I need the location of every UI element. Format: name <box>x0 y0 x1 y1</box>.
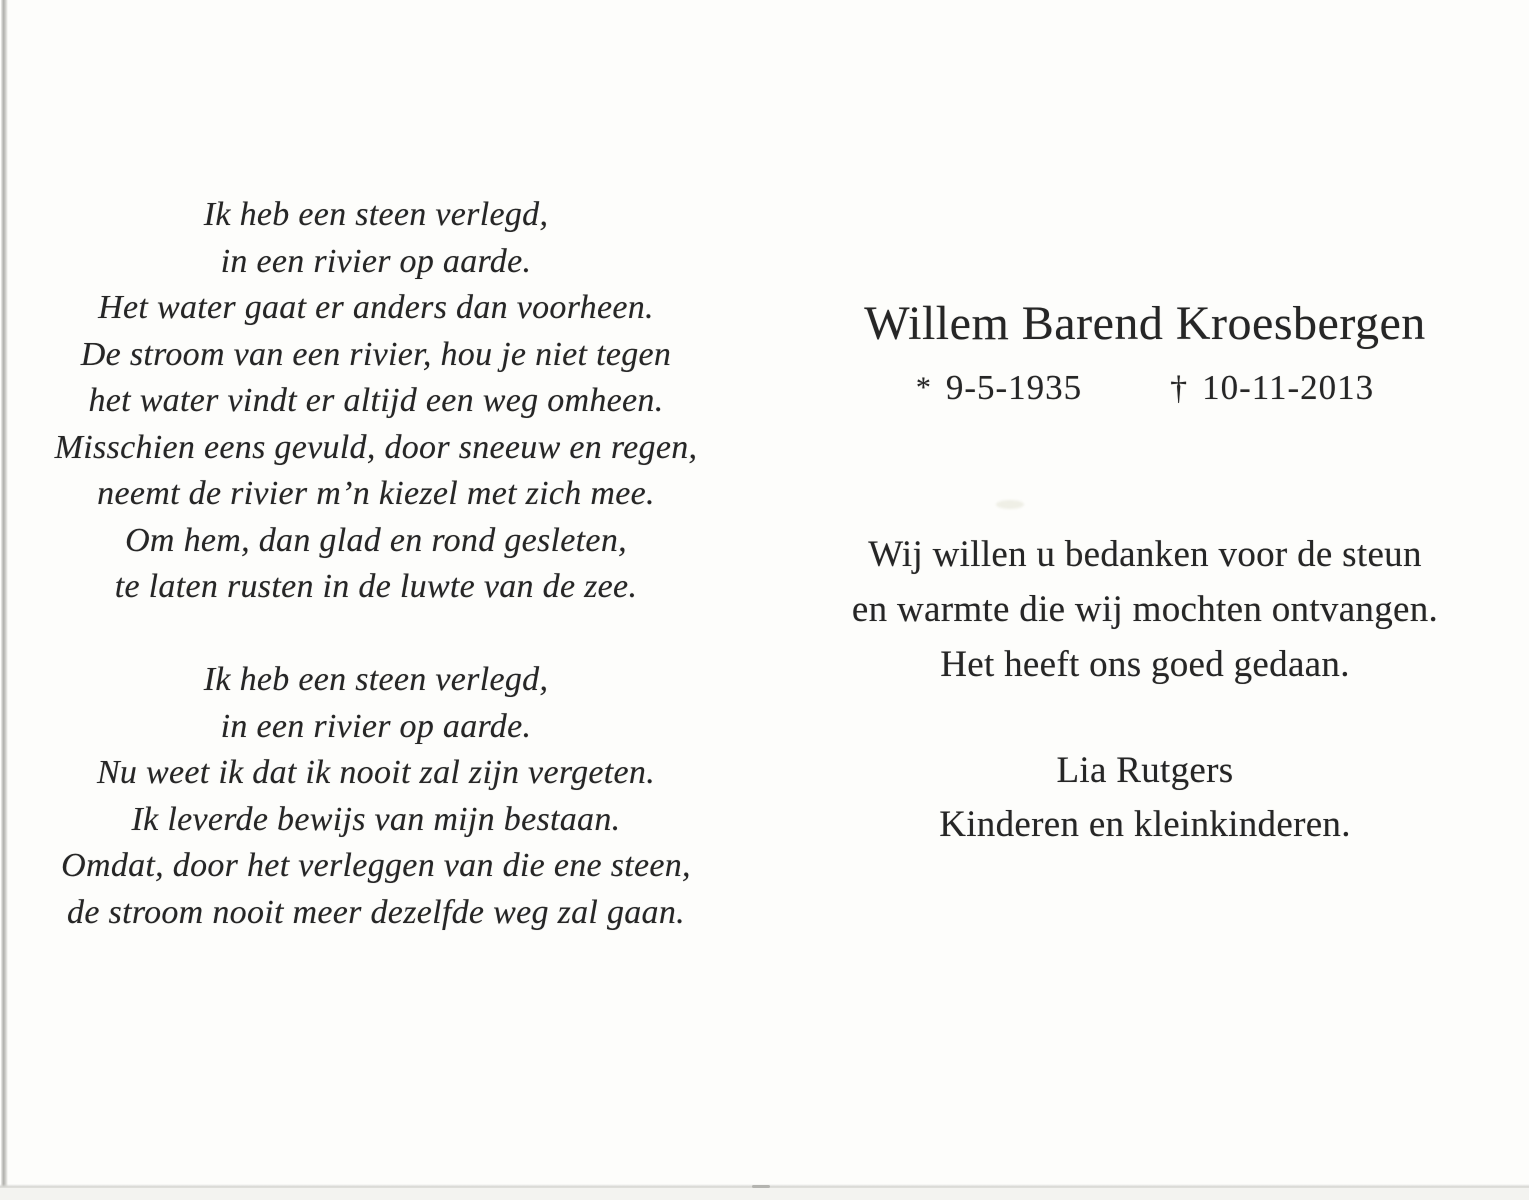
birth-date: 9-5-1935 <box>945 368 1083 407</box>
poem-line: De stroom van een rivier, hou je niet tegen <box>80 335 672 373</box>
scan-artifact-smudge <box>996 500 1024 509</box>
poem-line: de stroom nooit meer dezelfde weg zal gaan. <box>67 893 685 931</box>
poem-stanza-1 <box>0 192 752 611</box>
scan-edge-bottom-area <box>0 1188 1529 1200</box>
thanks-message <box>765 527 1525 692</box>
signature-line: Kinderen en kleinkinderen. <box>939 804 1351 845</box>
deceased-name: Willem Barend Kroesbergen <box>864 297 1426 350</box>
poem-line: in een rivier op aarde. <box>220 707 532 745</box>
thanks-line: Wij willen u bedanken voor de steun <box>868 534 1422 575</box>
poem-line: Om hem, dan glad en rond gesleten, <box>125 521 627 559</box>
birth-star-icon: * <box>915 371 932 404</box>
death-dagger-icon: † <box>1170 370 1189 407</box>
poem-stanza-2 <box>0 657 752 936</box>
poem-line: het water vindt er altijd een weg omheen. <box>88 382 664 419</box>
poem-line: Omdat, door het verleggen van die ene steen, <box>61 847 691 884</box>
life-dates <box>765 364 1525 414</box>
poem-line: Misschien eens gevuld, door sneeuw en regen, <box>54 428 698 466</box>
poem-line: neemt de rivier m’n kiezel met zich mee. <box>97 475 655 512</box>
poem-line: Ik leverde bewijs van mijn bestaan. <box>131 800 621 838</box>
poem-line: Het water gaat er anders dan voorheen. <box>98 289 654 326</box>
scan-artifact-dash <box>752 1185 770 1188</box>
birth-date-group <box>916 364 1082 414</box>
death-date-group <box>1170 364 1374 414</box>
poem-line: Nu weet ik dat ik nooit zal zijn vergeten. <box>96 754 656 791</box>
signature <box>765 744 1525 852</box>
poem-line: Ik heb een steen verlegd, <box>203 661 549 698</box>
thanks-line: en warmte die wij mochten ontvangen. <box>851 589 1439 630</box>
thanks-line: Het heeft ons goed gedaan. <box>940 644 1350 685</box>
poem-line: in een rivier op aarde. <box>220 242 532 280</box>
poem-line: Ik heb een steen verlegd, <box>203 196 549 233</box>
death-date: 10-11-2013 <box>1202 368 1375 407</box>
poem-line: te laten rusten in de luwte van de zee. <box>114 568 638 605</box>
signature-line: Lia Rutgers <box>1056 750 1234 791</box>
